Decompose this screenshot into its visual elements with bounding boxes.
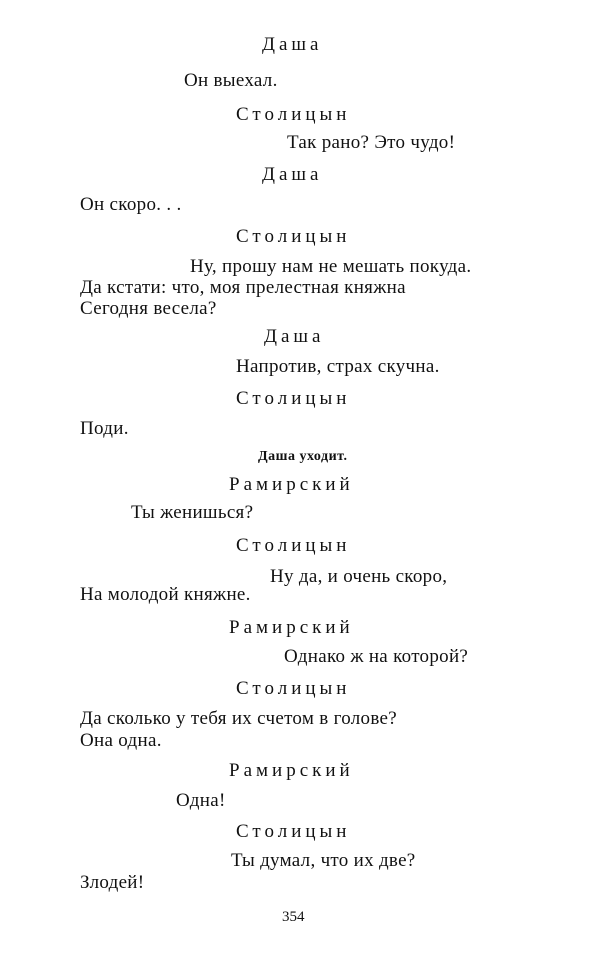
verse-line: Да сколько у тебя их счетом в голове? xyxy=(80,708,397,729)
stage-direction: Даша уходит. xyxy=(258,449,348,464)
verse-line: Одна! xyxy=(176,790,226,811)
verse-line: Ну, прошу нам не мешать покуда. xyxy=(190,256,472,277)
speaker-name: Столицын xyxy=(236,104,351,125)
verse-line: Он скоро. . . xyxy=(80,194,182,215)
verse-line: Ну да, и очень скоро, xyxy=(270,566,448,587)
speaker-name: Рамирский xyxy=(229,760,354,781)
speaker-name: Даша xyxy=(262,34,323,55)
verse-line: Так рано? Это чудо! xyxy=(287,132,456,153)
speaker-name: Даша xyxy=(262,164,323,185)
speaker-name: Столицын xyxy=(236,535,351,556)
verse-line: Сегодня весела? xyxy=(80,298,217,319)
page-number: 354 xyxy=(282,909,305,925)
speaker-name: Даша xyxy=(264,326,325,347)
verse-line: Да кстати: что, моя прелестная княжна xyxy=(80,277,406,298)
speaker-name: Столицын xyxy=(236,388,351,409)
verse-line: На молодой княжне. xyxy=(80,584,251,605)
verse-line: Поди. xyxy=(80,418,129,439)
verse-line: Он выехал. xyxy=(184,70,278,91)
speaker-name: Столицын xyxy=(236,678,351,699)
speaker-name: Рамирский xyxy=(229,617,354,638)
verse-line: Злодей! xyxy=(80,872,145,893)
verse-line: Ты думал, что их две? xyxy=(231,850,416,871)
speaker-name: Рамирский xyxy=(229,474,354,495)
verse-line: Однако ж на которой? xyxy=(284,646,469,667)
verse-line: Напротив, страх скучна. xyxy=(236,356,440,377)
speaker-name: Столицын xyxy=(236,821,351,842)
speaker-name: Столицын xyxy=(236,226,351,247)
verse-line: Ты женишься? xyxy=(131,502,254,523)
verse-line: Она одна. xyxy=(80,730,162,751)
